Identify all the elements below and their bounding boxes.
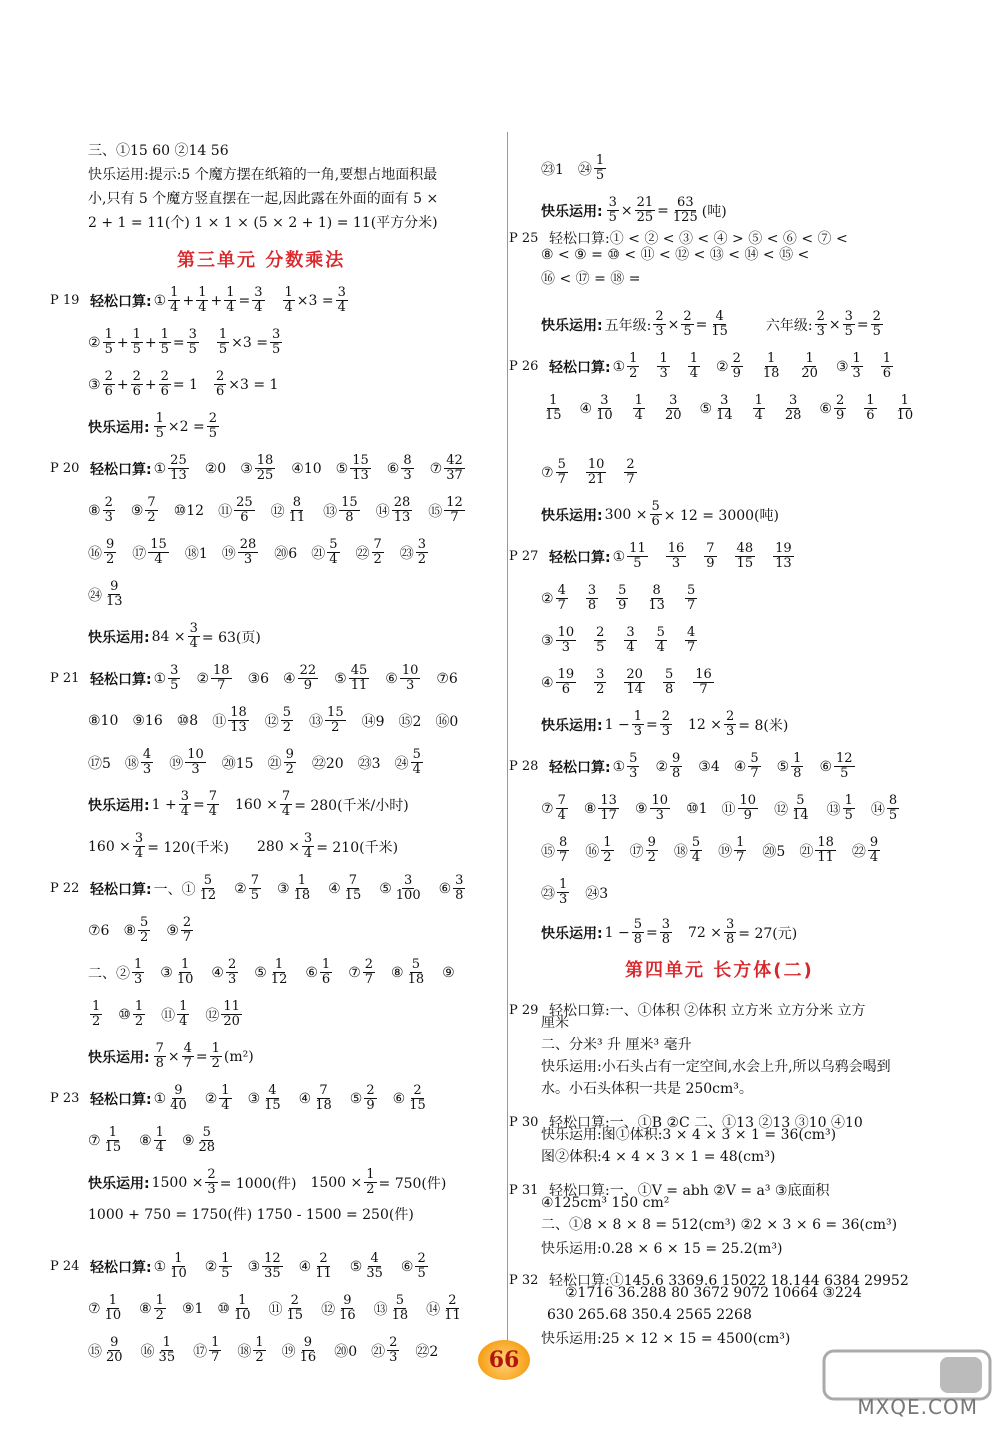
p32-line-1: 轻松口算:①145.6 3369.6 15022 18.144 6384 29952 [549,1273,909,1289]
unit-three-title: 第三单元 分数乘法 [177,250,346,271]
apply-label: 快乐运用: [88,1175,150,1192]
apply-label: 快乐运用: [541,717,603,734]
p26-row-3: ⑦ $\frac{5}{7}$ $\frac{10}{21}$ $\frac{2}{7}$ [541,457,635,487]
watermark-logo [822,1347,992,1427]
p31-line-2: ④125cm³ 150 cm² [541,1195,670,1211]
p32-line-3: 630 265.68 350.4 2565 2268 [547,1307,752,1323]
page-ref: P 27 [509,549,539,564]
oral-label: 轻松口算: [90,881,152,898]
p22-row-4: $\frac{1}{2}$ ⑩ $\frac{1}{2}$ ⑪ $\frac{1}{4}$ ⑫ $\frac{11}{20}$ [92,999,240,1029]
p19-row-3: ③ $\frac{2}{6}$ + $\frac{2}{6}$ + $\frac{2}{6}$ = 1 $\frac{2}{6}$ ×3 = 1 [88,369,279,399]
p21-apply: 快乐运用: 1 + $\frac{3}{4}$ = $\frac{7}{4}$ 160 × $\frac{7}{4}$ = 280(千米/小时) [88,789,409,819]
page-ref: P 24 [50,1259,80,1274]
p28-row-1: P 28 轻松口算: ① $\frac{5}{3}$ ② $\frac{9}{8}$ ③4 ④ $\frac{5}{7}$ ⑤ $\frac{1}{8}$ ⑥ $\frac{12}{5}$ [509,751,853,781]
p19-apply: 快乐运用: $\frac{1}{5}$ ×2 = $\frac{2}{5}$ [88,411,217,441]
p21-row-1: P 21 轻松口算: ① $\frac{3}{5}$ ② $\frac{18}{7}$ ③6 ④ $\frac{22}{9}$ ⑤ $\frac{45}{11}$ ⑥ $\frac{10}{3}$ ⑦6 [50,663,458,693]
intro-line-1: 三、①15 60 ②14 56 [88,143,229,159]
p28-row-4: ㉓ $\frac{1}{3}$ ㉔3 [541,877,609,907]
p24-row-3: ⑮ $\frac{9}{20}$ ⑯ $\frac{1}{35}$ ⑰ $\frac{1}{7}$ ⑱ $\frac{1}{2}$ ⑲ $\frac{9}{16}$ ⑳0 ㉑ $\frac{2}{3}$ ㉒2 [88,1335,439,1365]
page-ref: P 30 [509,1114,539,1130]
p31-line-4: 快乐运用:0.28 × 6 × 15 = 25.2(m³) [541,1241,783,1257]
p22-row-2: ⑦6 ⑧ $\frac{5}{2}$ ⑨ $\frac{2}{7}$ [88,915,192,945]
p31-line-3: 二、①8 × 8 × 8 = 512(cm³) ②2 × 3 × 6 = 36(cm³) [541,1217,898,1233]
apply-label: 快乐运用: [88,629,150,646]
p20-row-4: ㉔ $\frac{9}{13}$ [88,579,123,609]
p20-row-1: P 20 轻松口算: ① $\frac{25}{13}$ ②0 ③ $\frac{18}{25}$ ④10 ⑤ $\frac{15}{13}$ ⑥ $\frac{8}{3}$ ⑦ $\frac{42}{37}$ [50,453,463,483]
page-ref: P 23 [50,1091,80,1106]
page-number: 66 [478,1340,530,1380]
p24-row-2: ⑦ $\frac{1}{10}$ ⑧ $\frac{1}{2}$ ⑨1 ⑩ $\frac{1}{10}$ ⑪ $\frac{2}{15}$ ⑫ $\frac{9}{16}$ ⑬ $\frac{5}{18}$ ⑭ $\frac{2}{11}$ [88,1293,461,1323]
p23-apply-2: 1000 + 750 = 1750(件) 1750 - 1500 = 250(件) [88,1207,414,1223]
p25-apply: 快乐运用: 五年级: $\frac{2}{3}$ × $\frac{2}{5}$ = $\frac{4}{15}$ 六年级: $\frac{2}{3}$ × $\frac{3}{5}$ = $\frac{2}{5}$ [541,309,881,339]
oral-label: 轻松口算: [90,293,152,310]
p26-row-2: $\frac{1}{15}$ ④ $\frac{3}{10}$ $\frac{1}{4}$ $\frac{3}{20}$ ⑤ $\frac{3}{14}$ $\frac{1}{4}$ $\frac{3}{28}$ ⑥ $\frac{2}{9}$ $\frac{1}{6}$ $\frac{1}{10}$ [545,393,914,423]
apply-label: 快乐运用: [88,419,150,436]
p32-line-4: 快乐运用:25 × 12 × 15 = 4500(cm³) [541,1331,791,1347]
p23-apply: 快乐运用: 1500 × $\frac{2}{3}$ = 1000(件) 1500 × $\frac{1}{2}$ = 750(件) [88,1167,447,1197]
p25-line-1: 轻松口算:① < ② < ③ < ④ > ⑤ < ⑥ < ⑦ < [549,231,848,247]
p21-row-2: ⑧10 ⑨16 ⑩8 ⑪ $\frac{18}{13}$ ⑫ $\frac{5}{2}$ ⑬ $\frac{15}{2}$ ⑭9 ⑮2 ⑯0 [88,705,459,735]
p27-row-4: ④ $\frac{19}{6}$ $\frac{3}{2}$ $\frac{20}{14}$ $\frac{5}{8}$ $\frac{16}{7}$ [541,667,712,697]
apply-label: 快乐运用: [541,925,603,942]
p29-line-2: 厘米 [541,1015,569,1031]
oral-label: 轻松口算: [90,1091,152,1108]
p26-apply: 快乐运用: 300 × $\frac{5}{6}$ × 12 = 3000(吨) [541,499,779,529]
p20-apply: 快乐运用: 84 × $\frac{3}{4}$ = 63(页) [88,621,261,651]
p22-row-1: P 22 轻松口算: 一、① $\frac{5}{12}$ ② $\frac{7}{5}$ ③ $\frac{1}{18}$ ④ $\frac{7}{15}$ ⑤ $\frac{3}{100}$ ⑥ $\frac{3}{8}$ [50,873,464,903]
p28-apply: 快乐运用: 1 − $\frac{5}{8}$ = $\frac{3}{8}$ 72 × $\frac{3}{8}$ = 27(元) [541,917,798,947]
p29-line-5: 水。小石头体积一共是 250cm³。 [541,1081,753,1097]
oral-label: 轻松口算: [90,1259,152,1276]
unit-four-title: 第四单元 长方体(二) [625,960,814,981]
page-ref: P 28 [509,759,539,774]
p24-row-1: P 24 轻松口算: ① $\frac{1}{10}$ ② $\frac{1}{5}$ ③ $\frac{12}{35}$ ④ $\frac{2}{11}$ ⑤ $\frac{4}{35}$ ⑥ $\frac{2}{5}$ [50,1251,426,1281]
column-divider [507,132,508,1352]
p27-row-3: ③ $\frac{10}{3}$ $\frac{2}{5}$ $\frac{3}{4}$ $\frac{5}{4}$ $\frac{4}{7}$ [541,625,696,655]
p26-row-1: P 26 轻松口算: ① $\frac{1}{2}$ $\frac{1}{3}$ $\frac{1}{4}$ ② $\frac{2}{9}$ $\frac{1}{18}$ $\frac{1}{20}$ ③ $\frac{1}{3}$ $\frac{1}{6}$ [509,351,892,381]
oral-label: 轻松口算: [549,759,611,776]
p20-row-2: ⑧ $\frac{2}{3}$ ⑨ $\frac{7}{2}$ ⑩12 ⑪ $\frac{25}{6}$ ⑫ $\frac{8}{11}$ ⑬ $\frac{15}{8}$ ⑭ $\frac{28}{13}$ ⑮ $\frac{12}{7}$ [88,495,463,525]
oral-label: 轻松口算: [549,359,611,376]
oral-label: 轻松口算: [549,549,611,566]
intro-line-3: 小,只有 5 个魔方竖直摆在一起,因此露在外面的面有 5 × [88,191,439,207]
p23-row-1: P 23 轻松口算: ① $\frac{9}{40}$ ② $\frac{1}{4}$ ③ $\frac{4}{15}$ ④ $\frac{7}{18}$ ⑤ $\frac{2}{9}$ ⑥ $\frac{2}{15}$ [50,1083,426,1113]
p30-line-3: 图②体积:4 × 4 × 3 × 1 = 48(cm³) [541,1149,776,1165]
p21-row-3: ⑰5 ⑱ $\frac{4}{3}$ ⑲ $\frac{10}{3}$ ⑳15 ㉑ $\frac{9}{2}$ ㉒20 ㉓3 ㉔ $\frac{5}{4}$ [88,747,421,777]
page-ref: P 21 [50,671,80,686]
p32-line-2: ②1716 36.288 80 3672 9072 10664 ③224 [565,1285,862,1301]
apply-label: 快乐运用: [88,797,150,814]
apply-label: 快乐运用: [541,203,603,220]
watermark-text: MXQE.COM [857,1395,978,1419]
page-ref: P 22 [50,881,80,896]
page-ref: P 29 [509,1002,539,1018]
p30-line-1: 轻松口算:一、①B ②C 二、①13 ②13 ③10 ④10 [549,1115,863,1131]
oral-label: 轻松口算: [90,461,152,478]
p29-line-1: 轻松口算:一、①体积 ②体积 立方米 立方分米 立方 [549,1003,866,1019]
page-ref: P 26 [509,359,539,374]
p25-line-2: ⑧ < ⑨ = ⑩ < ⑪ < ⑫ < ⑬ < ⑭ < ⑮ < [541,247,810,263]
p29-line-4: 快乐运用:小石头占有一定空间,水会上升,所以乌鸦会喝到 [541,1059,891,1075]
p21-apply-2: 160 × $\frac{3}{4}$ = 120(千米) 280 × $\frac{3}{4}$ = 210(千米) [88,831,399,861]
p19-row-2: ② $\frac{1}{5}$ + $\frac{1}{5}$ + $\frac{1}{5}$ = $\frac{3}{5}$ $\frac{1}{5}$ ×3 = $\frac{3}{5}$ [88,327,281,357]
apply-label: 快乐运用: [541,507,603,524]
p24-apply: 快乐运用: $\frac{3}{5}$ × $\frac{21}{25}$ = $\frac{63}{125}$ (吨) [541,195,727,225]
intro-line-2: 快乐运用:提示:5 个魔方摆在纸箱的一角,要想占地面积最 [88,167,438,183]
p31-line-1: 轻松口算:一、①V = abh ②V = a³ ③底面积 [549,1183,830,1199]
p27-row-2: ② $\frac{4}{7}$ $\frac{3}{8}$ $\frac{5}{9}$ $\frac{8}{13}$ $\frac{5}{7}$ [541,583,696,613]
page-ref: P 25 [509,230,539,246]
page-ref: P 20 [50,461,80,476]
page-ref: P 32 [509,1272,539,1288]
p20-row-3: ⑯ $\frac{9}{2}$ ⑰ $\frac{15}{4}$ ⑱1 ⑲ $\frac{28}{3}$ ⑳6 ㉑ $\frac{5}{4}$ ㉒ $\frac{7}{2}$ ㉓ $\frac{3}{2}$ [88,537,427,567]
p27-row-1: P 27 轻松口算: ① $\frac{11}{5}$ $\frac{16}{3}$ $\frac{7}{9}$ $\frac{48}{15}$ $\frac{19}{13}$ [509,541,792,571]
p22-row-3: 二、② $\frac{1}{3}$ ③ $\frac{1}{10}$ ④ $\frac{2}{3}$ ⑤ $\frac{1}{12}$ ⑥ $\frac{1}{6}$ ⑦ $\frac{2}{7}$ ⑧ $\frac{5}{18}$ ⑨ [88,957,455,987]
intro-line-4: 2 + 1 = 11(个) 1 × 1 × (5 × 2 + 1) = 11(平方分米) [88,215,438,231]
p29-line-3: 二、分米³ 升 厘米³ 毫升 [541,1037,692,1053]
p28-row-3: ⑮ $\frac{8}{7}$ ⑯ $\frac{1}{2}$ ⑰ $\frac{9}{2}$ ⑱ $\frac{5}{4}$ ⑲ $\frac{1}{7}$ ⑳5 ㉑ $\frac{18}{11}$ ㉒ $\frac{9}{4}$ [541,835,879,865]
p23-row-2: ⑦ $\frac{1}{15}$ ⑧ $\frac{1}{4}$ ⑨ $\frac{5}{28}$ [88,1125,216,1155]
page-ref: P 19 [50,293,80,308]
page-ref: P 31 [509,1182,539,1198]
p25-line-3: ⑯ < ⑰ = ⑱ = [541,271,641,287]
apply-label: 快乐运用: [88,1049,150,1066]
p27-apply: 快乐运用: 1 − $\frac{1}{3}$ = $\frac{2}{3}$ 12 × $\frac{2}{3}$ = 8(米) [541,709,789,739]
oral-label: 轻松口算: [90,671,152,688]
apply-label: 快乐运用: [541,317,603,334]
p19-row-1: P 19 轻松口算: ① $\frac{1}{4}$ + $\frac{1}{4}$ + $\frac{1}{4}$ = $\frac{3}{4}$ $\frac{1}{4}$ ×3 = $\frac{3}{4}$ [50,285,346,315]
p30-line-2: 快乐运用:图①体积:3 × 4 × 3 × 1 = 36(cm³) [541,1127,837,1143]
p22-apply: 快乐运用: $\frac{7}{8}$ × $\frac{4}{7}$ = $\frac{1}{2}$ (m²) [88,1041,254,1071]
p28-row-2: ⑦ $\frac{7}{4}$ ⑧ $\frac{13}{17}$ ⑨ $\frac{10}{3}$ ⑩1 ⑪ $\frac{10}{9}$ ⑫ $\frac{5}{14}$ ⑬ $\frac{1}{5}$ ⑭ $\frac{8}{5}$ [541,793,898,823]
p24-continued: ㉓1 ㉔ $\frac{1}{5}$ [541,153,605,183]
